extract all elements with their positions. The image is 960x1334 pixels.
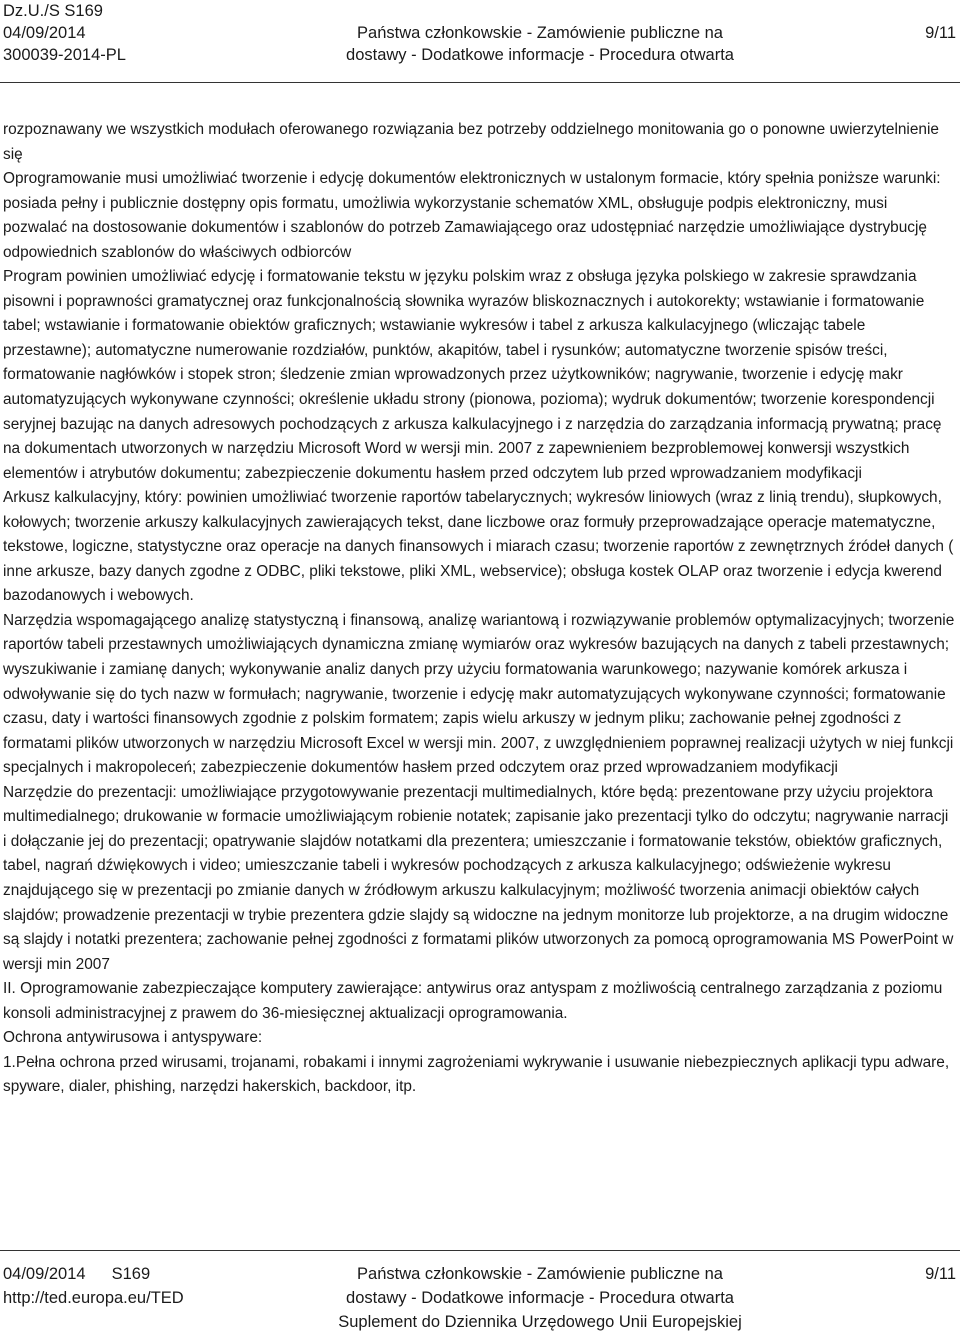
paragraph: Oprogramowanie musi umożliwiać tworzenie i edycję dokumentów elektronicznych w ustalonym formacie, który spełnia poniższe warunki: posiada pełny i publicznie dostępny opis formatu, umożliwia wykorzystanie schematów XML, obsługuje podpis elektroniczny, musi pozwalać na dostosowanie dokumentów i szablonów do potrzeb Zamawiającego oraz udostępniać narzędzie umożliwiające dystrybucję odpowiednich szablonów do właściwych odbiorców (3, 170, 941, 261)
header-title (280, 22, 800, 66)
journal-reference: Dz.U./S S169 (3, 2, 103, 20)
header-title-line-2: dostawy - Dodatkowe informacje - Procedura otwarta (346, 46, 734, 64)
document-body (3, 118, 955, 1100)
header-page-number: 9/11 (925, 24, 956, 42)
paragraph: Arkusz kalkulacyjny, który: powinien umożliwiać tworzenie raportów tabelarycznych; wykresów liniowych (wraz z linią trendu), słupkowych, kołowych; tworzenie arkuszy kalkulacyjnych zawierających tekst, dane liczbowe oraz formuły przeprowadzające operacje matematyczne, tekstowe, logiczne, statystyczne oraz operacje na danych finansowych i miarach czasu; tworzenie raportów z zewnętrznych źródeł danych ( inne arkusze, bazy danych zgodne z ODBC, pliki tekstowe, pliki XML, webservice); obsługa kostek OLAP oraz tworzenie i edycja kwerend bazodanowych i webowych. (3, 489, 954, 605)
paragraph: Narzędzia wspomagającego analizę statystyczną i finansową, analizę wariantową i rozwiązywanie problemów optymalizacyjnych; tworzenie raportów tabeli przestawnych umożliwiających dynamiczna zmianę wymiarów oraz wykresów bazujących na danych z tabeli przestawnych; wyszukiwanie i zamianę danych; wykonywanie analiz danych przy użyciu formatowania warunkowego; nazywanie komórek arkusza i odwoływanie się do tych nazw w formułach; nagrywanie, tworzenie i edycję makr automatyzujących wykonywane czynności; formatowanie czasu, daty i wartości finansowych zgodnie z polskim formatem; zapis wielu arkuszy w jednym pliku; zachowanie pełnej zgodności z formatami plików utworzonych w narzędziu Microsoft Excel w wersji min. 2007, z uwzględnieniem poprawnej realizacji użytych w niej funkcji specjalnych i makropoleceń; zabezpieczenie dokumentów hasłem przed odczytem oraz przed wprowadzaniem modyfikacji (3, 611, 955, 777)
paragraph: II. Oprogramowanie zabezpieczające komputery zawierające: antywirus oraz antyspam z możliwością centralnego zarządzania z poziomu konsoli administracyjnej z prawem do 36-miesięcznej aktualizacji oprogramowania. (3, 980, 943, 1022)
footer-url: http://ted.europa.eu/TED (3, 1289, 184, 1307)
paragraph: rozpoznawany we wszystkich modułach oferowanego rozwiązania bez potrzeby oddzielnego monitowania go o ponowne uwierzytelnienie się (3, 121, 939, 163)
footer-date-issue (3, 1262, 184, 1286)
footer-date: 04/09/2014 (3, 1265, 86, 1283)
footer-title-line-2: dostawy - Dodatkowe informacje - Procedura otwarta (346, 1289, 734, 1307)
header-title-line-1: Państwa członkowskie - Zamówienie publiczne na (357, 24, 723, 42)
footer-title (280, 1262, 800, 1334)
footer-page-number: 9/11 (925, 1265, 956, 1283)
paragraph: 1.Pełna ochrona przed wirusami, trojanami, robakami i innymi zagrożeniami wykrywanie i usuwanie niebezpiecznych aplikacji typu adware, spyware, dialer, phishing, narzędzi hakerskich, backdoor, itp. (3, 1053, 950, 1096)
header-divider (0, 82, 960, 83)
page-footer (0, 1262, 960, 1334)
notice-number: 300039-2014-PL (3, 46, 126, 64)
footer-title-line-1: Państwa członkowskie - Zamówienie publiczne na (357, 1265, 723, 1283)
page-header (0, 0, 960, 72)
paragraph: Ochrona antywirusowa i antyspyware: (3, 1029, 263, 1047)
footer-title-line-3: Suplement do Dziennika Urzędowego Unii Europejskiej (338, 1313, 742, 1331)
footer-divider (0, 1250, 960, 1251)
paragraph: Narzędzie do prezentacji: umożliwiające przygotowywanie prezentacji multimedialnych, które będą: prezentowane przy użyciu projektora multimedialnego; drukowanie w formacie umożliwiającym robienie notatek; zapisanie jako prezentacji tylko do odczytu; nagrywanie narracji i dołączanie jej do prezentacji; opatrywanie slajdów notatkami dla prezentera; umieszczanie i formatowanie tekstów, obiektów graficznych, tabel, nagrań dźwiękowych i video; umieszczanie tabeli i wykresów pochodzących z arkusza kalkulacyjnego; odświeżenie wykresu znajdującego się w prezentacji po zmianie danych w źródłowym arkuszu kalkulacyjnym; możliwość tworzenia animacji obiektów całych slajdów; prowadzenie prezentacji w trybie prezentera gdzie slajdy są widoczne na jednym monitorze lub projektorze, a na drugim widoczne są slajdy i notatki prezentera; zachowanie pełnej zgodności z formatami plików utworzonych za pomocą oprogramowania MS PowerPoint w wersji min 2007 (3, 783, 954, 973)
footer-left-block (3, 1262, 184, 1310)
paragraph: Program powinien umożliwiać edycję i formatowanie tekstu w języku polskim wraz z obsługa języka polskiego w zakresie sprawdzania pisowni i poprawności gramatycznej oraz funkcjonalnością słownika wyrazów bliskoznacznych i autokorekty; wstawianie i formatowanie tabel; wstawianie i formatowanie obiektów graficznych; wstawianie wykresów i tabel z arkusza kalkulacyjnego (wliczając tabele przestawne); automatyczne numerowanie rozdziałów, punktów, akapitów, tabel i rysunków; automatyczne tworzenie spisów treści, formatowanie nagłówków i stopek stron; śledzenie zmian wprowadzonych przez użytkowników; nagrywanie, tworzenie i edycję makr automatyzujących wykonywane czynności; określenie układu strony (pionowa, pozioma); wydruk dokumentów; tworzenie korespondencji seryjnej bazując na danych adresowych pochodzących z arkusza kalkulacyjnego i z narzędzia do zarządzania informacją prywatną; pracę na dokumentach utworzonych w narzędziu Microsoft Word w wersji min. 2007 z zapewnieniem bezproblemowej konwersji wszystkich elementów i atrybutów dokumentu; zabezpieczenie dokumentu hasłem przed odczytem lub przed wprowadzaniem modyfikacji (3, 268, 942, 482)
footer-issue: S169 (111, 1265, 151, 1283)
header-left-block (3, 0, 126, 66)
publication-date: 04/09/2014 (3, 24, 86, 42)
